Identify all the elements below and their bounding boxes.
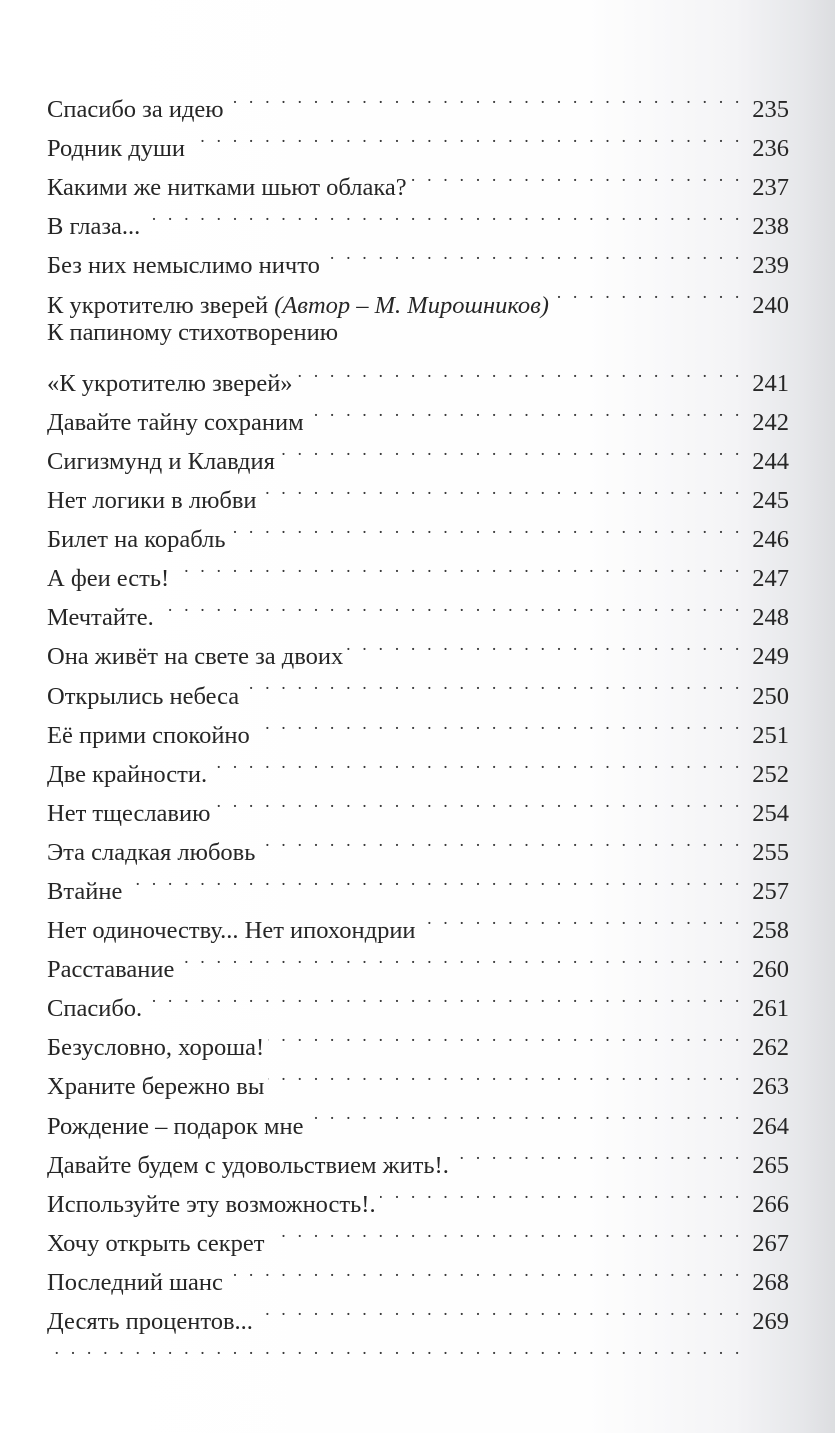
dot-leader [259, 821, 743, 860]
dot-leader [308, 1094, 743, 1133]
title-text: Используйте эту возможность!. [47, 1190, 376, 1218]
title-text: Две крайности. [47, 760, 208, 788]
title-text: Спасибо. [47, 995, 143, 1023]
dot-leader [279, 430, 743, 469]
title-text: Билет на корабль [47, 526, 226, 554]
title-text: Втайне [47, 877, 123, 905]
title-text: А феи есть! [47, 565, 170, 593]
toc-entry-page: 249 [752, 643, 789, 671]
toc-entry-page: 265 [752, 1151, 789, 1179]
title-text: В глаза... [47, 213, 141, 241]
title-text: Без них немыслимо ничто [47, 252, 320, 280]
title-text: Мечтайте. [47, 604, 154, 632]
toc-entry-title [47, 989, 142, 1028]
title-text: Нет тщеславию [47, 799, 211, 827]
dot-leader [553, 273, 743, 312]
dot-leader [173, 547, 743, 586]
title-text: Безусловно, хороша! [47, 1034, 265, 1062]
dot-leader [178, 938, 743, 977]
toc-entry-page: 262 [752, 1034, 789, 1062]
title-text: Нет логики в любви [47, 487, 257, 515]
toc-entry [47, 352, 789, 397]
dot-leader [261, 469, 743, 508]
toc-entry [47, 860, 789, 905]
title-text: Сигизмунд и Клавдия [47, 447, 275, 475]
dot-leader [308, 391, 743, 430]
toc-entry-title [47, 246, 320, 285]
title-text: Десять процентов... [47, 1308, 253, 1335]
toc-entry-page: 240 [752, 291, 789, 319]
title-text: Открылись небеса [47, 682, 240, 710]
toc-entry-title [47, 1067, 264, 1106]
title-text: Какими же нитками шьют облака? [47, 174, 407, 202]
toc-entry-page: 252 [752, 760, 789, 788]
toc-entry-page: 263 [752, 1073, 789, 1101]
toc-entry-page: 242 [752, 408, 789, 436]
dot-leader [257, 1290, 743, 1329]
toc-entry-page: 267 [752, 1229, 789, 1257]
toc-entry-page: 251 [752, 721, 789, 749]
dot-leader [126, 860, 743, 899]
toc-entry-page: 248 [752, 604, 789, 632]
toc-entry-title [47, 677, 239, 716]
toc-entry-page: 239 [752, 252, 789, 280]
toc-entry-page: 235 [752, 96, 789, 124]
title-text: Рождение – подарок мне [47, 1112, 304, 1140]
title-text: К укротителю зверей [47, 291, 275, 319]
toc-entry-page: 245 [752, 487, 789, 515]
title-text: Она живёт на свете за двоих [47, 643, 344, 671]
toc-entry-page: 260 [752, 956, 789, 984]
title-text: Родник души [47, 135, 185, 163]
table-of-contents [47, 78, 789, 1368]
dot-leader [268, 1016, 743, 1055]
dot-leader [51, 1329, 743, 1368]
title-text: Давайте тайну сохраним [47, 408, 304, 436]
title-text: Последний шанс [47, 1268, 223, 1296]
dot-leader [324, 234, 743, 273]
toc-entry-page: 255 [752, 838, 789, 866]
toc-entry [47, 195, 789, 241]
toc-entry-page: 246 [752, 526, 789, 554]
title-text: Давайте будем с удовольствием жить!. [47, 1151, 449, 1179]
toc-entry-page: 250 [752, 682, 789, 710]
dot-leader [189, 117, 743, 156]
dot-leader [297, 352, 743, 391]
toc-entry-title [47, 1107, 304, 1146]
toc-entry [47, 899, 789, 945]
title-text: Спасибо за идею [47, 96, 224, 124]
dot-leader [158, 586, 743, 625]
toc-entry [47, 1329, 789, 1368]
author-note: (Автор – М. Мирошников) [274, 291, 549, 319]
toc-entry-page: 247 [752, 565, 789, 593]
toc-entry-title [47, 1028, 264, 1067]
toc-entry [47, 1016, 789, 1062]
dot-leader [268, 1055, 743, 1094]
toc-entry-page: 268 [752, 1268, 789, 1296]
dot-leader [380, 1173, 743, 1212]
toc-entry [47, 625, 789, 671]
toc-entry-page: 264 [752, 1112, 789, 1140]
title-text: Её прими спокойно [47, 721, 250, 749]
dot-leader [347, 625, 743, 664]
toc-entry-page: 261 [752, 995, 789, 1023]
title-text: Нет одиночеству... Нет ипохондрии [47, 917, 416, 945]
toc-entry [47, 977, 789, 1023]
dot-leader [228, 78, 743, 117]
toc-entry-title [47, 313, 338, 352]
toc-entry-page: 258 [752, 917, 789, 945]
dot-leader [230, 508, 743, 547]
dot-leader [211, 743, 743, 782]
title-text: Храните бережно вы [47, 1073, 265, 1101]
toc-entry-page: 269 [752, 1308, 789, 1335]
dot-leader [214, 782, 743, 821]
dot-leader [254, 704, 743, 743]
toc-entry [47, 586, 789, 632]
toc-entry-title [47, 364, 293, 403]
toc-entry [47, 78, 789, 124]
toc-entry-page: 238 [752, 213, 789, 241]
dot-leader [144, 195, 743, 234]
dot-leader [243, 664, 743, 703]
title-text: К папиному стихотворению [47, 318, 339, 346]
toc-entry-page: 254 [752, 799, 789, 827]
toc-entry-title [47, 559, 169, 598]
toc-entry-page: 257 [752, 877, 789, 905]
toc-entry [47, 234, 789, 280]
toc-entry-title [47, 481, 257, 520]
dot-leader [420, 899, 743, 938]
toc-entry-title [47, 207, 140, 246]
toc-entry-page: 244 [752, 447, 789, 475]
toc-entry-title [47, 442, 275, 481]
toc-entry-title [47, 755, 207, 794]
toc-entry-page: 266 [752, 1190, 789, 1218]
title-text: Эта сладкая любовь [47, 838, 256, 866]
toc-entry-page: 241 [752, 369, 789, 397]
toc-entry-title [47, 872, 122, 911]
dot-leader [269, 1212, 744, 1251]
toc-entry-page: 237 [752, 174, 789, 202]
title-text: Расставание [47, 956, 175, 984]
dot-leader [146, 977, 743, 1016]
toc-entry-page: 236 [752, 135, 789, 163]
dot-leader [227, 1251, 743, 1290]
toc-entry-title [47, 1263, 223, 1302]
toc-entry-title [47, 794, 210, 833]
dot-leader [411, 156, 743, 195]
title-text: «К укротителю зверей» [47, 369, 293, 397]
dot-leader [453, 1134, 743, 1173]
toc-entry-title [47, 403, 304, 442]
toc-entry-title [47, 129, 185, 168]
title-text: Хочу открыть секрет [47, 1229, 265, 1257]
toc-entry-title [47, 598, 154, 637]
